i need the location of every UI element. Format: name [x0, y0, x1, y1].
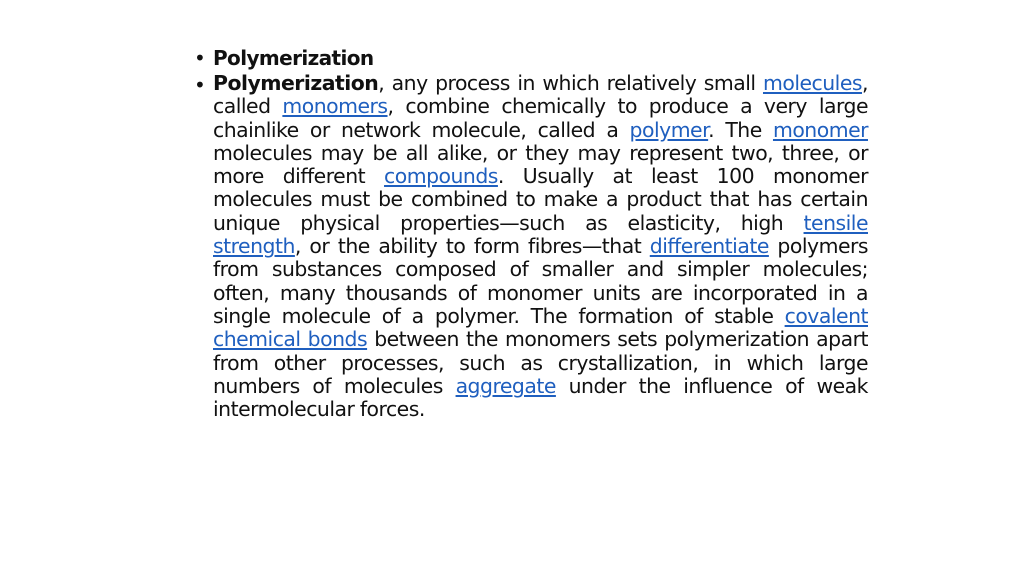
text-run: . The — [708, 117, 773, 142]
heading-polymerization: Polymerization — [213, 46, 374, 70]
bullet-item-definition — [194, 72, 868, 421]
bullet-dot: • — [194, 46, 206, 70]
bullet-list — [194, 45, 868, 421]
text-run: , any process in which relatively small — [378, 71, 763, 95]
text-run: between the monomers sets polymerization apart from other processes, such as crystallization, in which large numbers of molecules — [213, 327, 868, 398]
bullet-dot: • — [194, 73, 206, 97]
text-run: , called — [213, 71, 868, 119]
text-run: , combine chemically to produce a very large chainlike or network molecule, called a — [213, 94, 869, 142]
bullet-item-title — [194, 45, 868, 72]
link-covalent-chemical-bonds[interactable]: covalent chemical bonds — [213, 303, 868, 352]
link-compounds[interactable]: compounds — [384, 164, 498, 189]
link-polymer[interactable]: polymer — [629, 117, 709, 142]
definition-paragraph — [213, 72, 868, 421]
link-molecules[interactable]: molecules — [762, 71, 863, 95]
text-run: polymers from substances composed of smaller and simpler molecules; often, many thousands of monomer units are incorporated in a single molecule of a polymer. The formation of stable — [213, 234, 868, 328]
link-differentiate[interactable]: differentiate — [649, 234, 769, 259]
text-run: , or the ability to form fibres—that — [294, 234, 650, 259]
link-monomers[interactable]: monomers — [282, 94, 388, 119]
text-run: Polymerization — [213, 71, 379, 95]
link-tensile-strength[interactable]: tensile strength — [213, 210, 868, 259]
text-run: under the influence of weak intermolecular forces. — [213, 373, 868, 422]
text-run: molecules may be all alike, or they may represent two, three, or more different — [213, 140, 868, 189]
link-aggregate[interactable]: aggregate — [455, 373, 556, 398]
text-run: . Usually at least 100 monomer molecules must be combined to make a product that has certain unique physical properties—such as elasticity, high — [213, 164, 869, 235]
link-monomer[interactable]: monomer — [772, 117, 868, 142]
